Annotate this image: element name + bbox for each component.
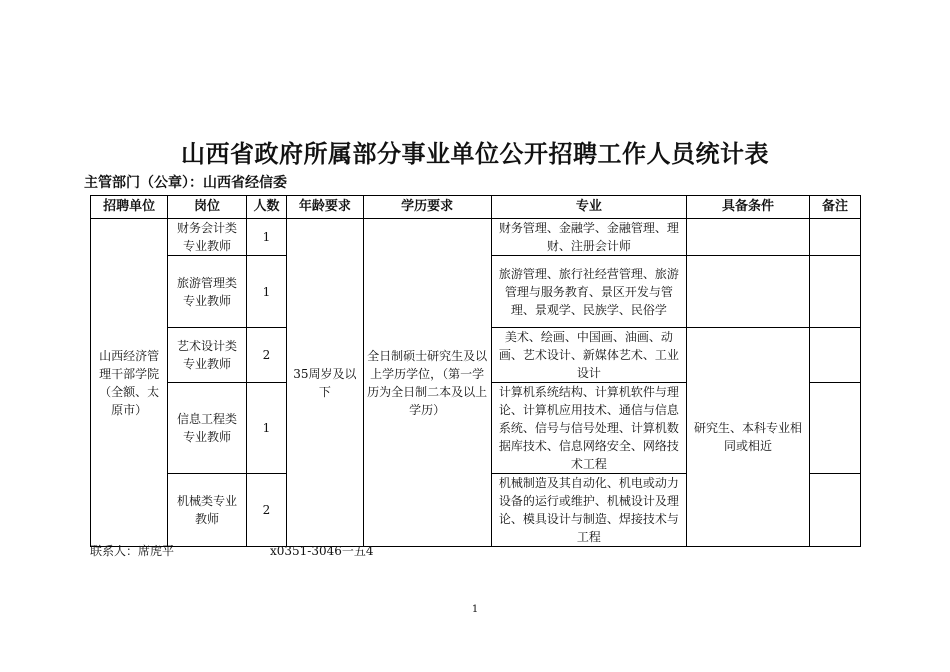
remarks-cell bbox=[810, 328, 861, 383]
document-title: 山西省政府所属部分事业单位公开招聘工作人员统计表 bbox=[181, 139, 769, 168]
header-count: 人数 bbox=[246, 196, 287, 219]
major-cell: 计算机系统结构、计算机软件与理论、计算机应用技术、通信与信息系统、信号与信号处理、计算机数据库技术、信息网络安全、网络技术工程 bbox=[491, 383, 686, 474]
department-line: 主管部门（公章）：山西省经信委 bbox=[84, 175, 287, 191]
contact-line bbox=[90, 542, 374, 559]
count-cell: 1 bbox=[246, 256, 287, 328]
header-education: 学历要求 bbox=[363, 196, 491, 219]
count-cell: 1 bbox=[246, 383, 287, 474]
post-cell: 机械类专业教师 bbox=[168, 474, 246, 547]
conditions-cell: 研究生、本科专业相同或相近 bbox=[687, 328, 810, 547]
table-row bbox=[91, 219, 861, 256]
contact-phone: x0351-3046一五4 bbox=[270, 544, 374, 558]
conditions-cell-empty bbox=[687, 256, 810, 328]
table-header-row bbox=[91, 196, 861, 219]
remarks-cell bbox=[810, 383, 861, 474]
conditions-cell-empty bbox=[687, 219, 810, 256]
count-cell: 1 bbox=[246, 219, 287, 256]
major-cell: 美术、绘画、中国画、油画、动画、艺术设计、新媒体艺术、工业设计 bbox=[491, 328, 686, 383]
header-unit: 招聘单位 bbox=[91, 196, 168, 219]
remarks-cell bbox=[810, 219, 861, 256]
header-age: 年龄要求 bbox=[287, 196, 363, 219]
post-cell: 艺术设计类专业教师 bbox=[168, 328, 246, 383]
age-cell: 35周岁及以下 bbox=[287, 219, 363, 547]
remarks-cell bbox=[810, 256, 861, 328]
header-major: 专业 bbox=[491, 196, 686, 219]
header-conditions: 具备条件 bbox=[687, 196, 810, 219]
recruitment-table bbox=[90, 195, 861, 547]
post-cell: 信息工程类专业教师 bbox=[168, 383, 246, 474]
remarks-cell bbox=[810, 474, 861, 547]
major-cell: 财务管理、金融学、金融管理、理财、注册会计师 bbox=[491, 219, 686, 256]
count-cell: 2 bbox=[246, 474, 287, 547]
contact-person: 联系人：席虎平 bbox=[90, 544, 175, 558]
major-cell: 机械制造及其自动化、机电或动力设备的运行或维护、机械设计及理论、模具设计与制造、焊接技术与工程 bbox=[491, 474, 686, 547]
header-remarks: 备注 bbox=[810, 196, 861, 219]
page-number: 1 bbox=[471, 604, 479, 615]
education-cell: 全日制硕士研究生及以上学历学位，（第一学历为全日制二本及以上学历） bbox=[363, 219, 491, 547]
major-cell: 旅游管理、旅行社经营管理、旅游管理与服务教育、景区开发与管理、景观学、民族学、民俗学 bbox=[491, 256, 686, 328]
post-cell: 财务会计类专业教师 bbox=[168, 219, 246, 256]
post-cell: 旅游管理类专业教师 bbox=[168, 256, 246, 328]
unit-cell: 山西经济管理干部学院（全额、太原市） bbox=[91, 219, 168, 547]
count-cell: 2 bbox=[246, 328, 287, 383]
header-post: 岗位 bbox=[168, 196, 246, 219]
